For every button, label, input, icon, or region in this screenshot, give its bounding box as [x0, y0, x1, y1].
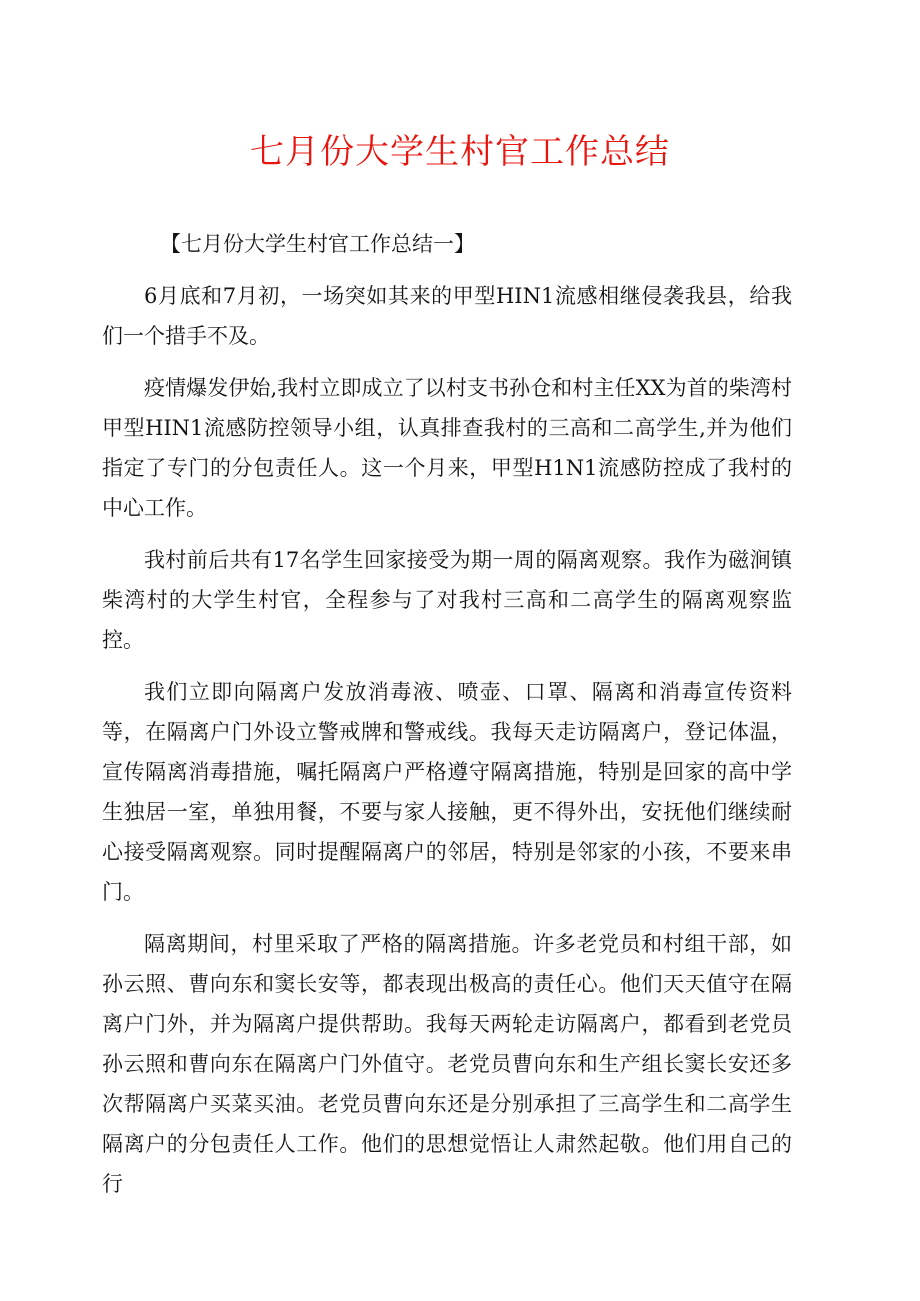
paragraph-5: 隔离期间，村里采取了严格的隔离措施。许多老党员和村组干部，如孙云照、曹向东和窦长安等，都表现出极高的责任心。他们天天值守在隔离户门外，并为隔离户提供帮助。我每天两轮走访隔离户，都看到老党员孙云照和曹向东在隔离户门外值守。老党员曹向东和生产组长窦长安还多次帮隔离户买菜买油。老党员曹向东还是分别承担了三高学生和二高学生隔离户的分包责任人工作。他们的思想觉悟让人肃然起敬。他们用自己的行	[102, 932, 792, 1196]
paragraph-4: 我们立即向隔离户发放消毒液、喷壶、口罩、隔离和消毒宣传资料等，在隔离户门外设立警戒牌和警戒线。我每天走访隔离户，登记体温，宣传隔离消毒措施，嘱托隔离户严格遵守隔离措施，特别是回家的高中学生独居一室，单独用餐，不要与家人接触，更不得外出，安抚他们继续耐心接受隔离观察。同时提醒隔离户的邻居，特别是邻家的小孩，不要来串门。	[102, 680, 792, 904]
paragraph-1: 6月底和7月初，一场突如其来的甲型HIN1流感相继侵袭我县，给我们一个措手不及。	[102, 284, 792, 348]
paragraph-3: 我村前后共有17名学生回家接受为期一周的隔离观察。我作为磁涧镇柴湾村的大学生村官，全程参与了对我村三高和二高学生的隔离观察监控。	[102, 548, 792, 652]
paragraph-2: 疫情爆发伊始,我村立即成立了以村支书孙仓和村主任XX为首的柴湾村甲型HIN1流感防控领导小组，认真排查我村的三高和二高学生,并为他们指定了专门的分包责任人。这一个月来，甲型H1N1流感防控成了我村的中心工作。	[102, 376, 792, 520]
document-title: 七月份大学生村官工作总结	[250, 132, 670, 172]
document-body	[102, 224, 792, 1216]
section-subheading: 【七月份大学生村官工作总结一】	[160, 232, 475, 256]
